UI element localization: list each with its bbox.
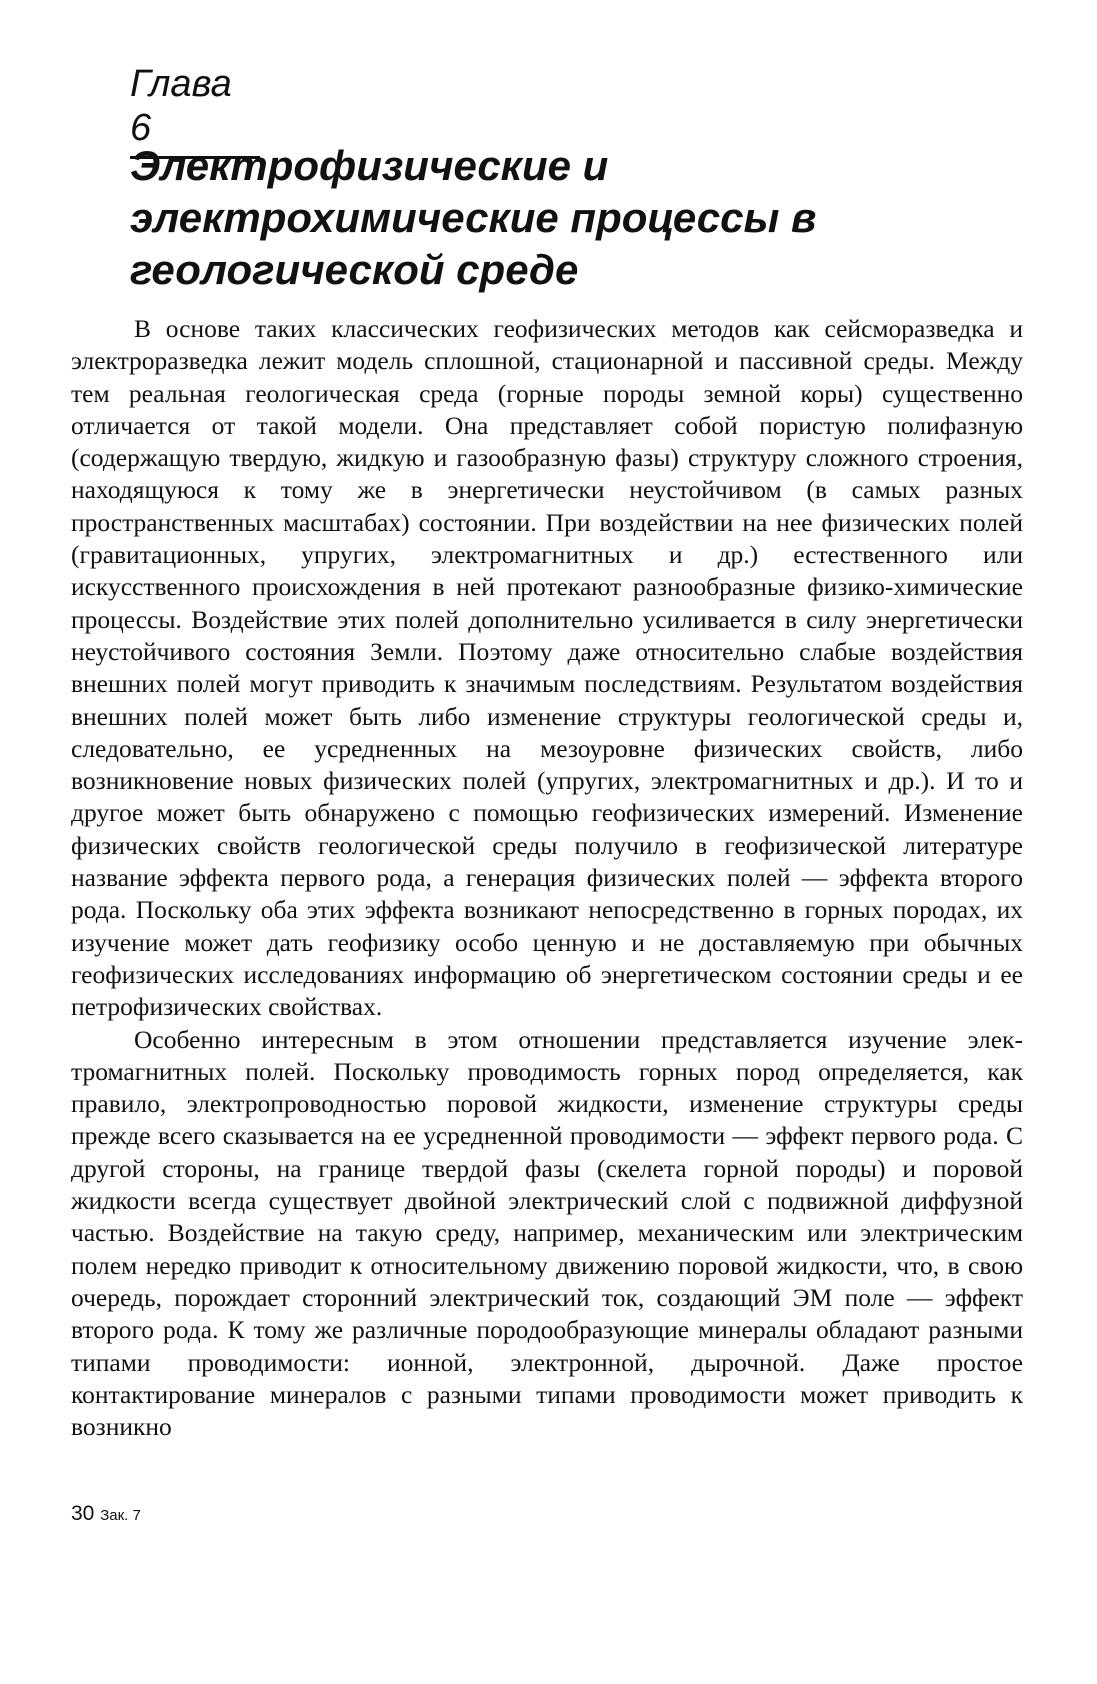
chapter-label: Глава 6 xyxy=(130,62,260,159)
sheet-number: 30 xyxy=(71,1502,95,1525)
printer-signature xyxy=(71,1502,141,1526)
order-mark: Зак. 7 xyxy=(100,1507,141,1524)
chapter-title: Электрофизические и электрохимические процессы в геологической среде xyxy=(130,142,817,293)
paragraph: В основе таких классических геофизических методов как сейсморазведка и электроразведка лежит модель сплошной, стационарной и пассивной среды. Между тем реальная геологическая среда (горные породы земной коры) существенно отличается от такой модели. Она представляет собой пористую полифазную (содержащую твердую, жидкую и газообразную фазы) структуру сложного строения, находящуюся к тому же в энергетически неустойчивом (в самых разных пространственных масштабах) состоянии. При воздействии на нее физических полей (гравитационных, упругих, электромагнитных и др.) естественного или искусственного происхождения в ней протекают разнообразные физико-химические процессы. Воздействие этих полей дополнительно усиливается в силу энергетически неустойчивого состояния Земли. Поэтому даже относительно слабые воздействия внешних полей могут приводить к значимым последствиям. Результатом воздействия внешних полей может быть либо изменение структуры геологической среды и, следовательно, ее усредненных на мезоуровне физических свойств, либо возникновение новых физических полей (упругих, электромагнитных и др.). И то и другое может быть обнаружено с помощью геофизических измерений. Изменение физических свойств геологической среды получило в геофизической литературе название эффекта первого рода, а генерация физических полей — эффекта второго рода. Поскольку оба этих эффекта возникают непосредственно в горных породах, их изучение может дать геофизику особо ценную и не доставляемую при обычных геофизических исследованиях информацию об энергетическом состоянии среды и ее петрофизических свойствах. xyxy=(71,314,1023,1022)
body-text xyxy=(71,313,1023,1443)
paragraph: Особенно интересным в этом отношении представляется изучение электромагнитных полей. Поскольку проводимость горных пород определяется, как правило, электропроводностью поровой жидкости, изменение структуры среды прежде всего сказывается на ее усредненной проводимости — эффект первого рода. С другой стороны, на границе твердой фазы (скелета горной породы) и поровой жидкости всегда существует двойной электрический слой с подвижной диффузной частью. Воздействие на такую среду, например, механическим или электрическим полем нередко приводит к относительному движению поровой жидкости, что, в свою очередь, порождает сторонний электрический ток, создающий ЭМ поле — эффект второго рода. К тому же различные породообразующие минералы обладают разными типами проводимости: ионной, электронной, дырочной. Даже простое контактирование минералов с разными типами проводимости может приводить к возникно xyxy=(71,1024,1023,1442)
